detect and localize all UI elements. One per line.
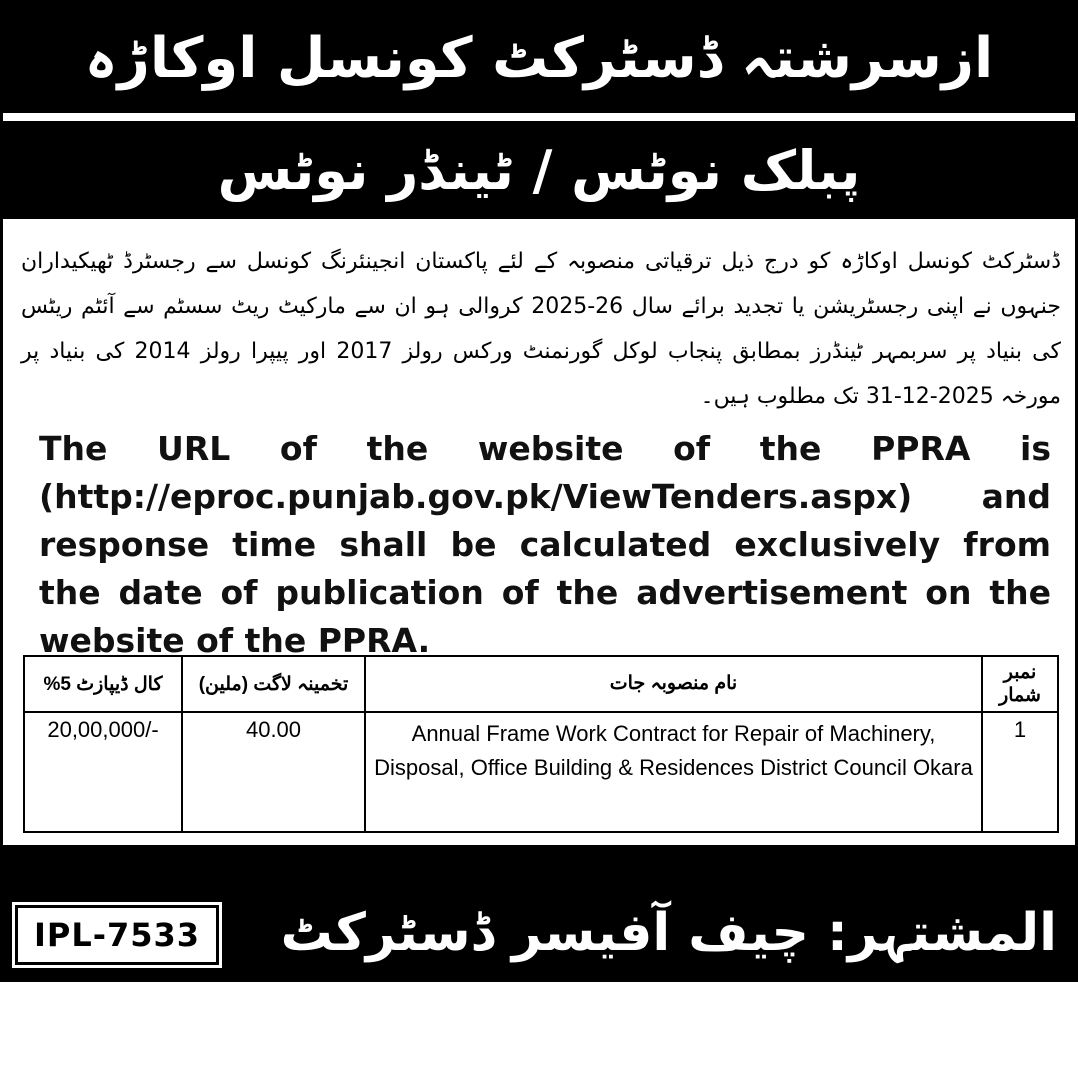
office-title-banner [3, 3, 1075, 113]
tender-table-header-row [24, 656, 1058, 712]
banner-divider [3, 113, 1075, 121]
ipl-code-box: IPL-7533 [15, 905, 219, 965]
tender-table [23, 655, 1059, 833]
serial-number-value: 1 [982, 712, 1058, 832]
header-estimated-cost: تخمینہ لاگت (ملین) [182, 656, 365, 712]
table-row [24, 712, 1058, 832]
project-name-value: Annual Frame Work Contract for Repair of Machinery, Disposal, Office Building & Residences District Council Okara [365, 712, 982, 832]
header-call-deposit: کال ڈیپازٹ 5% [24, 656, 182, 712]
estimated-cost-value: 40.00 [182, 712, 365, 832]
notice-type-title: پبلک نوٹس / ٹینڈر نوٹس [217, 138, 861, 202]
header-project-name: نام منصوبہ جات [365, 656, 982, 712]
urdu-intro-paragraph: ڈسٹرکٹ کونسل اوکاڑہ کو درج ذیل ترقیاتی منصوبہ کے لئے پاکستان انجینئرنگ کونسل سے رجسٹرڈ ٹھیکیداران جنہوں نے اپنی رجسٹریشن یا تجدید برائے سال 26-2025 کروالی ہو ان سے مارکیٹ ریٹ سسٹم سے آئٹم ریٹس کی بنیاد پر سربمہر ٹینڈرز بمطابق پنجاب لوکل گورنمنٹ ورکس رولز 2017 اور پیپرا رولز 2014 کی بنیاد پر مورخہ 2025-12-31 تک مطلوب ہیں۔ [21, 249, 1061, 409]
notice-type-banner [3, 121, 1075, 219]
office-title: ازسرشتہ ڈسٹرکٹ کونسل اوکاڑہ [84, 25, 994, 91]
advertiser-name: المشتہر: چیف آفیسر ڈسٹرکٹ کونسل اوکاڑہ [280, 903, 1057, 1063]
call-deposit-value: 20,00,000/- [24, 712, 182, 832]
ppra-notice-paragraph: The URL of the website of the PPRA is (http://eproc.punjab.gov.pk/ViewTenders.aspx) and response time shall be calculated exclusively from the date of publication of the advertisement on the website of the PPRA. [39, 429, 1051, 660]
header-serial-number: نمبر شمار [982, 656, 1058, 712]
